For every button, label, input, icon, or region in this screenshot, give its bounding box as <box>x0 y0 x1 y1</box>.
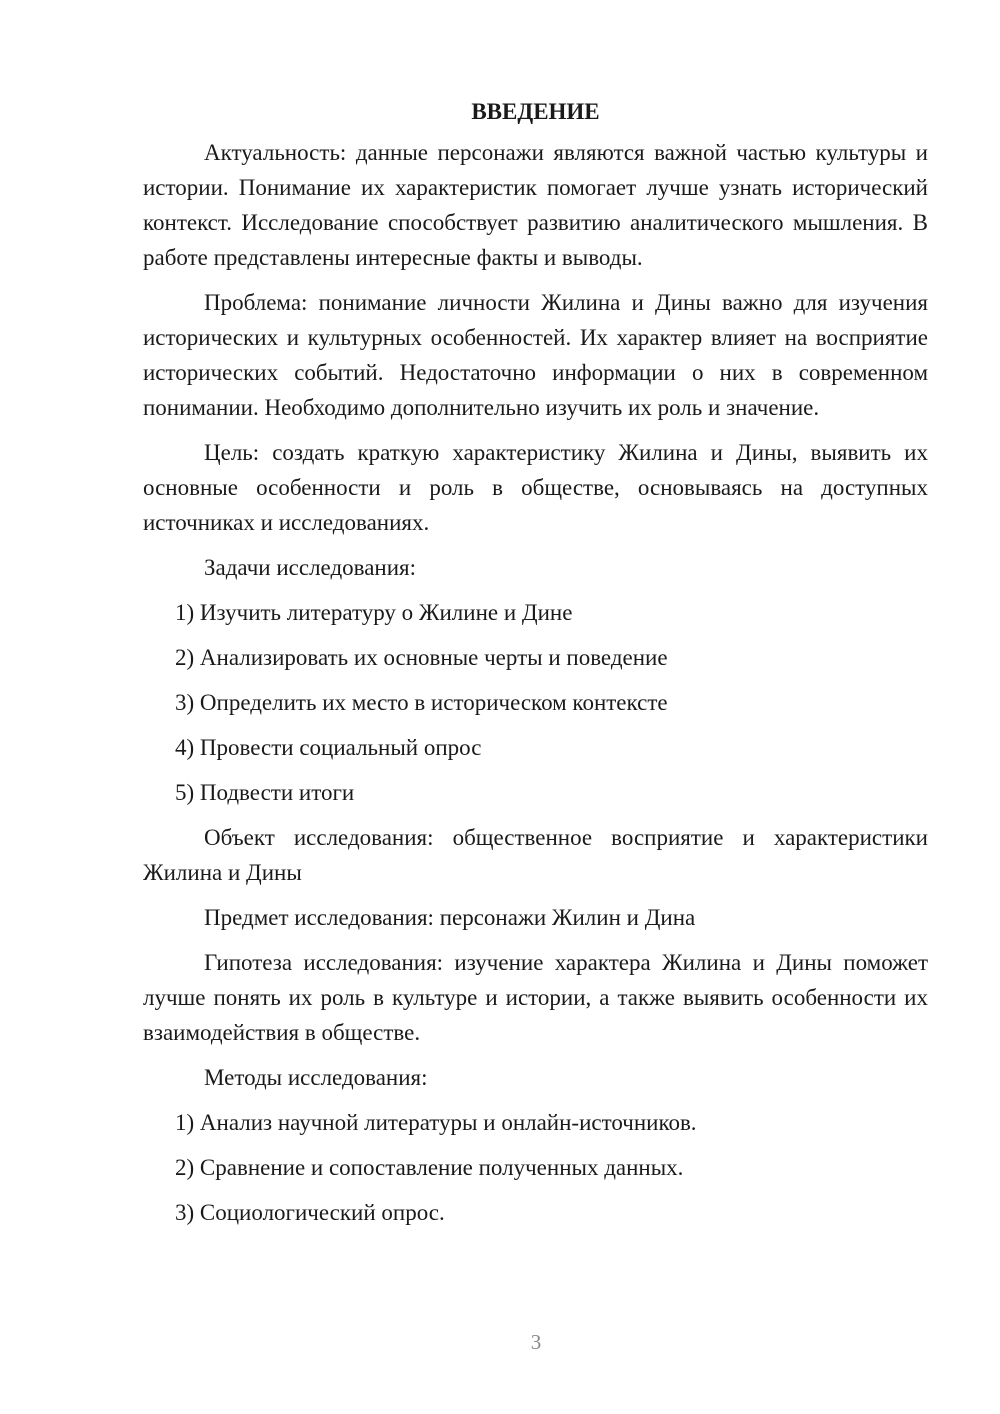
task-item: 5) Подвести итоги <box>175 780 355 805</box>
method-item: 2) Сравнение и сопоставление полученных данных. <box>175 1155 684 1180</box>
page-number: 3 <box>530 1330 542 1354</box>
page-content <box>143 94 928 1240</box>
task-item: 3) Определить их место в историческом контексте <box>175 690 668 715</box>
methods-heading: Методы исследования: <box>204 1065 428 1090</box>
object-paragraph: Объект исследования: общественное восприятие и характеристики Жилина и Дины <box>143 825 928 885</box>
relevance-paragraph: Актуальность: данные персонажи являются важной частью культуры и истории. Понимание их характеристик помогает лучше узнать исторический контекст. Исследование способствует развитию аналитического мышления. В работе представлены интересные факты и выводы. <box>143 140 928 270</box>
task-item: 4) Провести социальный опрос <box>175 735 482 760</box>
problem-paragraph: Проблема: понимание личности Жилина и Дины важно для изучения исторических и культурных особенностей. Их характер влияет на восприятие исторических событий. Недостаточно информации о них в современном понимании. Необходимо дополнительно изучить их роль и значение. <box>143 290 928 420</box>
task-item: 2) Анализировать их основные черты и поведение <box>175 645 668 670</box>
method-item: 1) Анализ научной литературы и онлайн-источников. <box>175 1110 697 1135</box>
hypothesis-paragraph: Гипотеза исследования: изучение характера Жилина и Дины поможет лучше понять их роль в культуре и истории, а также выявить особенности их взаимодействия в обществе. <box>143 950 928 1045</box>
goal-paragraph: Цель: создать краткую характеристику Жилина и Дины, выявить их основные особенности и роль в обществе, основываясь на доступных источниках и исследованиях. <box>143 440 928 535</box>
tasks-heading: Задачи исследования: <box>204 555 417 580</box>
page-title: ВВЕДЕНИЕ <box>471 99 600 124</box>
method-item: 3) Социологический опрос. <box>175 1200 445 1225</box>
task-item: 1) Изучить литературу о Жилине и Дине <box>175 600 573 625</box>
subject-paragraph: Предмет исследования: персонажи Жилин и Дина <box>204 905 696 930</box>
